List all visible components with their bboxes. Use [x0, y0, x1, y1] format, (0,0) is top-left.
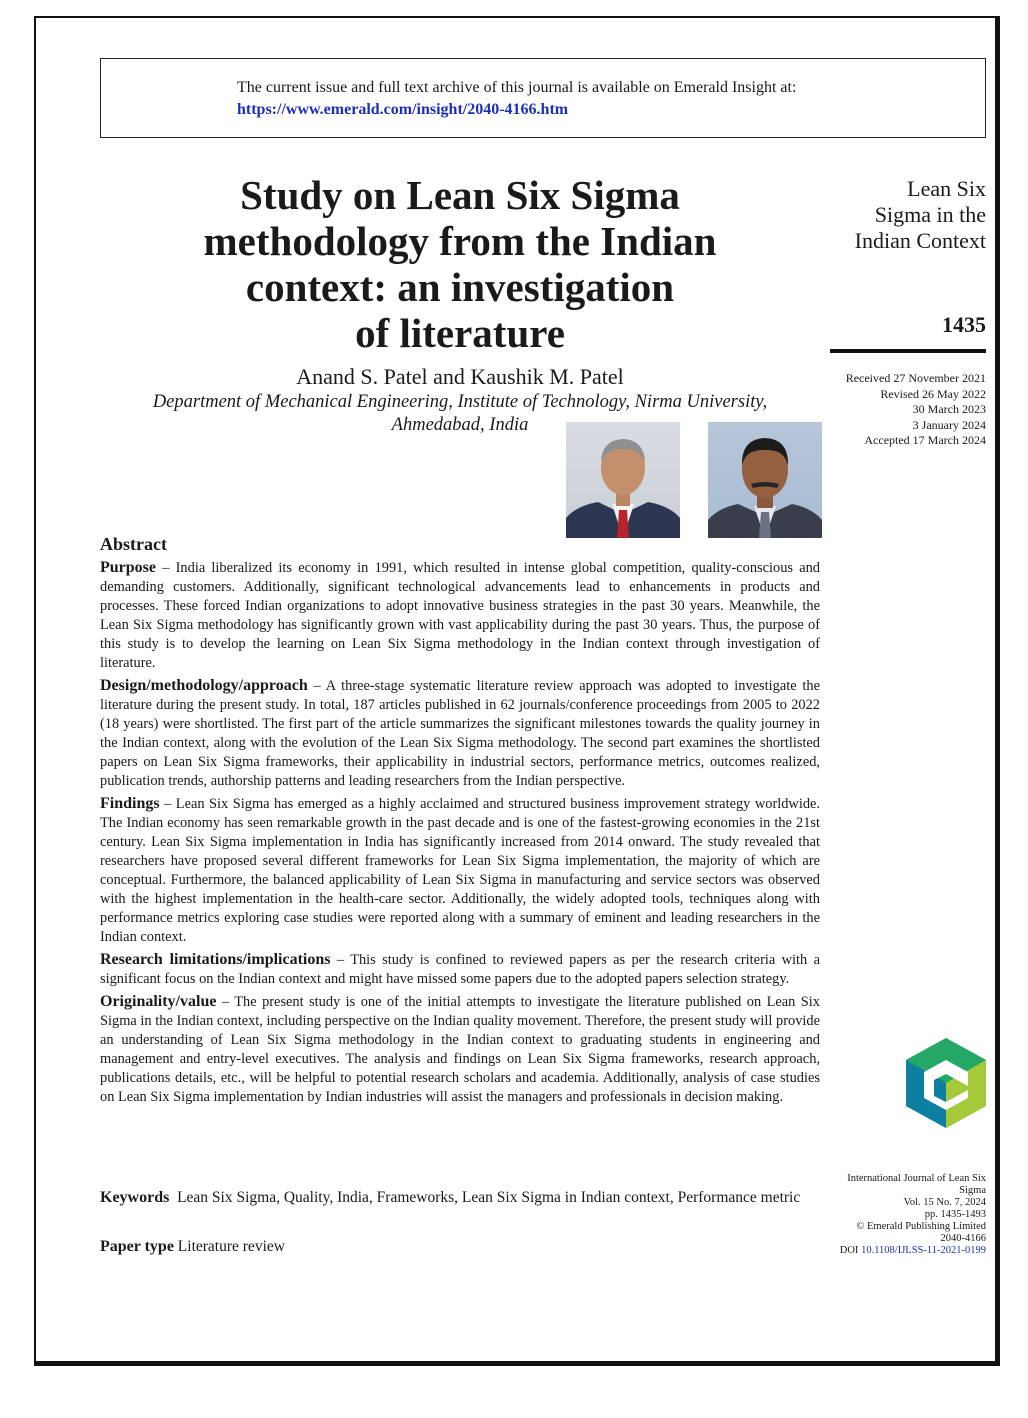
- author-photo-1: [566, 422, 680, 538]
- section-label: Originality/value: [100, 993, 217, 1010]
- title-line: Study on Lean Six Sigma: [240, 172, 680, 218]
- journal-name: International Journal of Lean Six Sigma: [847, 1173, 986, 1196]
- abstract-heading: Abstract: [100, 534, 167, 554]
- running-title-line: Sigma in the: [874, 202, 986, 227]
- date-line: Revised 26 May 2022: [880, 386, 986, 401]
- date-line: Accepted 17 March 2024: [864, 433, 986, 447]
- date-line: 30 March 2023: [912, 402, 986, 416]
- section-text: – The present study is one of the initial attempts to investigate the literature published on Lean Six Sigma in the Indian context, including perspective on the Indian quality movement. Therefore, the present study will provide an understanding of Lean Six Sigma methodology in the Indian context to graduating students in engineering and management and entry-level executives. The analysis and findings on Lean Six Sigma frameworks, research approach, publications details, etc., will be helpful to potential research scholars and academia. Additionally, analysis of case studies on Lean Six Sigma implementation by Indian industries will assist the managers and professionals in decision making.: [100, 994, 820, 1105]
- publication-dates: [820, 371, 986, 449]
- section-label: Findings: [100, 795, 160, 812]
- journal-doi: [830, 1245, 986, 1257]
- notice-text: The current issue and full text archive of this journal is available on Emerald Insight at:: [237, 79, 797, 96]
- journal-info: [830, 1173, 986, 1257]
- keywords: [100, 1188, 820, 1208]
- section-label: Purpose: [100, 559, 156, 576]
- page-number: 1435: [942, 312, 986, 337]
- section-text: – A three-stage systematic literature review approach was adopted to investigate the literature during the present study. In total, 187 articles published in 62 journals/conference proceedings from 2005 to 2022 (18 years) were shortlisted. The first part of the article summarizes the significant milestones towards the quality journey in the Indian context, along with the evolution of the Lean Six Sigma methodology. The second part examines the shortlisted papers on Lean Six Sigma frameworks, their applicability in industrial sectors, performance metrics, outcomes realized, publication trends, authorship patterns and leading researchers from the Indian perspective.: [100, 678, 820, 789]
- author-photo-2: [708, 422, 822, 538]
- running-title-line: Lean Six: [907, 176, 986, 201]
- running-title: [820, 176, 986, 254]
- affiliation-line: Department of Mechanical Engineering, Institute of Technology, Nirma University,: [152, 392, 768, 412]
- journal-pages: pp. 1435-1493: [924, 1209, 986, 1220]
- article-title: [130, 172, 790, 356]
- availability-notice: [100, 58, 986, 138]
- section-label: Design/methodology/approach: [100, 677, 308, 694]
- running-title-line: Indian Context: [854, 228, 986, 253]
- section-text: – Lean Six Sigma has emerged as a highly acclaimed and structured business improvement strategy worldwide. The Indian economy has seen remarkable growth in the past decade and is one of the fastest-growing economies in the 21st century. Lean Six Sigma implementation in India has significantly increased from 2014 onward. The study revealed that researchers have proposed several different frameworks for Lean Six Sigma implementation, the majority of which are conceptual. Furthermore, the balanced applicability of Lean Six Sigma in manufacturing and service sectors was observed with the highest implementation in the health-care sector. Additionally, the widely adopted tools, techniques along with performance metrics exploring case studies were reported along with a summary of eminent and leading researchers in the Indian context.: [100, 796, 820, 945]
- abstract-body: [100, 558, 820, 1110]
- emerald-logo-icon: [906, 1038, 986, 1128]
- title-line: methodology from the Indian: [203, 218, 717, 264]
- doi-label: DOI: [839, 1245, 859, 1256]
- doi-link[interactable]: 10.1108/IJLSS-11-2021-0199: [861, 1245, 986, 1256]
- paper-type-text: Literature review: [177, 1238, 285, 1255]
- section-text: – This study is confined to reviewed papers as per the research criteria with a significant focus on the Indian context and might have missed some papers due to the adopted papers selection strategy.: [100, 952, 820, 987]
- abstract-originality: [100, 992, 820, 1107]
- journal-issn: 2040-4166: [940, 1233, 986, 1244]
- date-line: 3 January 2024: [912, 417, 986, 432]
- abstract-purpose: [100, 558, 820, 673]
- journal-volume: Vol. 15 No. 7, 2024: [903, 1197, 986, 1208]
- abstract-limitations: [100, 950, 820, 989]
- affiliation-line: Ahmedabad, India: [391, 415, 529, 435]
- journal-copyright: © Emerald Publishing Limited: [856, 1221, 986, 1232]
- title-line: context: an investigation: [245, 264, 675, 310]
- sidebar-divider: [830, 349, 986, 353]
- authors: Anand S. Patel and Kaushik M. Patel: [296, 364, 624, 389]
- abstract-findings: [100, 794, 820, 947]
- date-line: Received 27 November 2021: [845, 371, 986, 385]
- abstract-design: [100, 676, 820, 791]
- paper-type-label: Paper type: [100, 1238, 174, 1255]
- keywords-label: Keywords: [100, 1189, 170, 1206]
- journal-archive-link[interactable]: https://www.emerald.com/insight/2040-4166.htm: [237, 101, 569, 118]
- paper-type: [100, 1238, 285, 1256]
- keywords-text: Lean Six Sigma, Quality, India, Frameworks, Lean Six Sigma in Indian context, Performance metric: [177, 1189, 801, 1206]
- section-text: – India liberalized its economy in 1991, which resulted in intense global competition, quality-conscious and demanding customers. Additionally, significant technological advancements lead to enhancements in products and processes. These forced Indian organizations to adopt innovative business strategies in the past 30 years. Meanwhile, the Lean Six Sigma methodology has significantly grown with vast applicability during the past 30 years. Thus, the purpose of this study is to develop the learning on Lean Six Sigma methodology in the Indian context through investigation of literature.: [100, 560, 820, 671]
- title-line: of literature: [355, 310, 565, 356]
- section-label: Research limitations/implications: [100, 951, 331, 968]
